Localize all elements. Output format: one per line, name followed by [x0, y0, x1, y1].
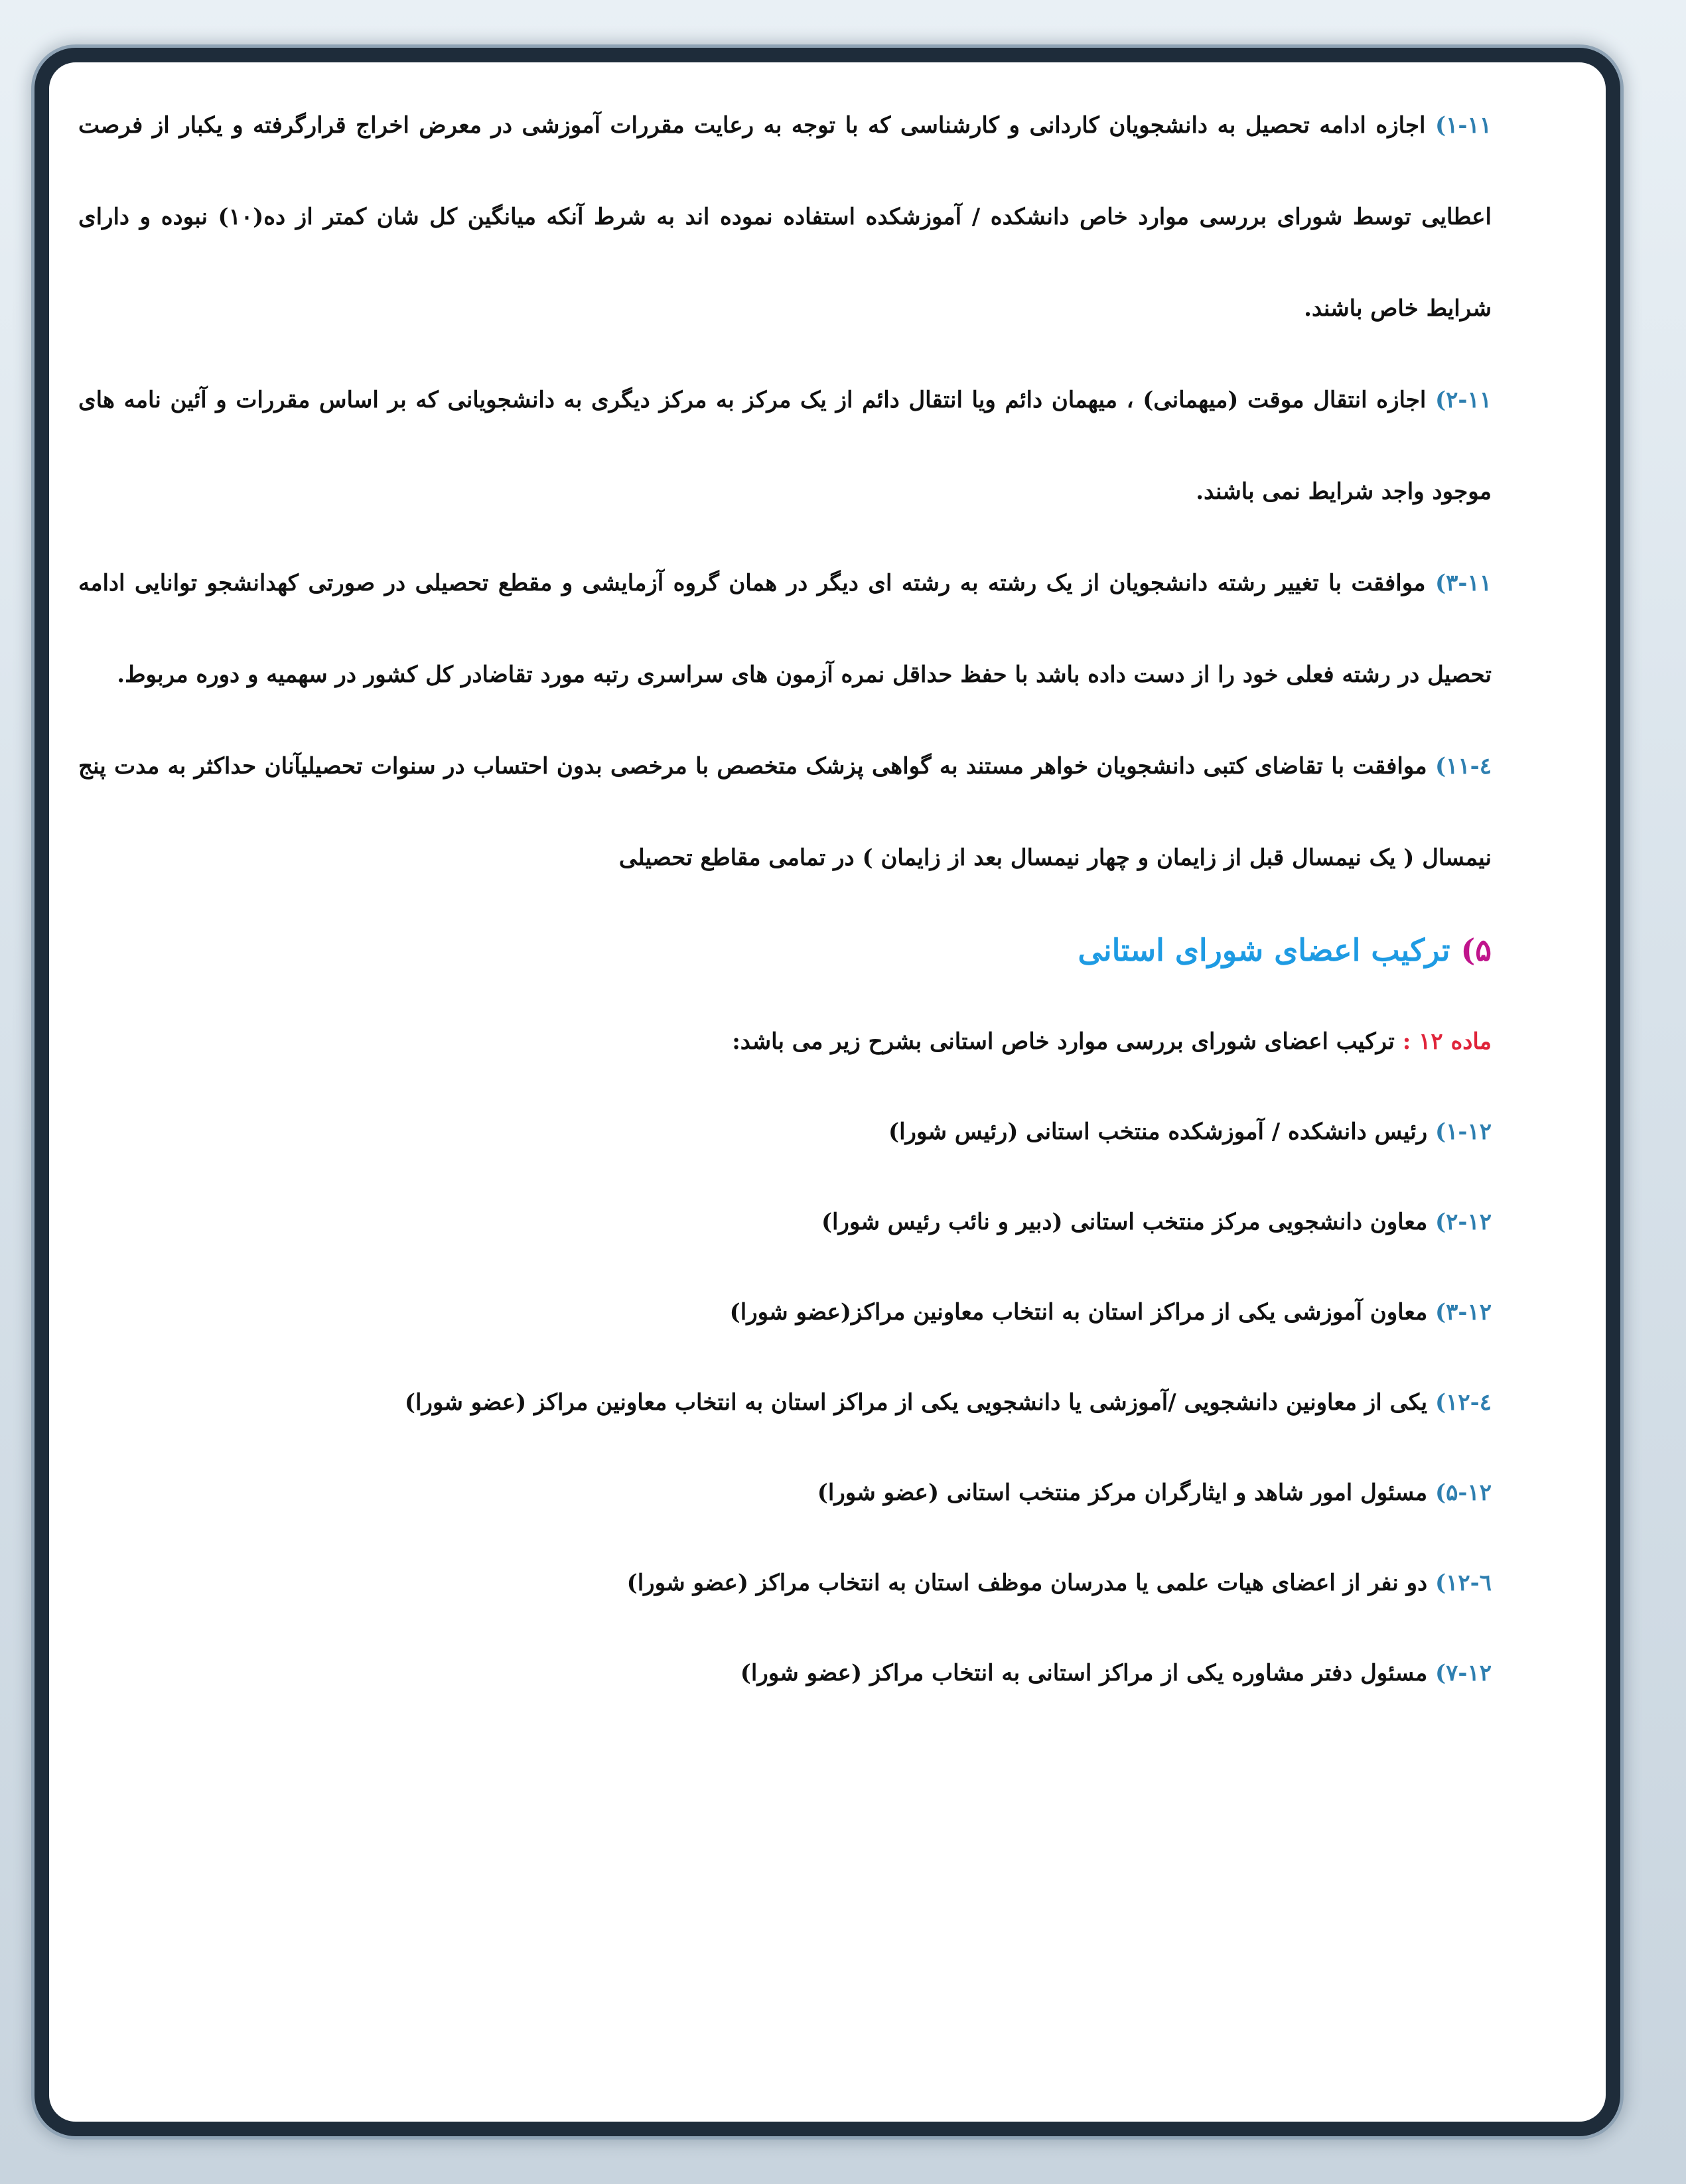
- item-text: معاون آموزشی یکی از مراکز استان به انتخاب معاونین مراکز(عضو شورا): [729, 1299, 1428, 1326]
- paragraph-11-2: [78, 354, 1492, 537]
- item-number: ٤-۱۲): [1435, 1389, 1492, 1416]
- list-item: [78, 1448, 1492, 1538]
- item-number: ٦-۱۲): [1435, 1570, 1492, 1596]
- section-heading: [78, 904, 1492, 996]
- paragraph-11-4: [78, 720, 1492, 904]
- clause-text: اجازه انتقال موقت (میهمانی) ، میهمان دائم ویا انتقال دائم از یک مرکز به مرکز دیگری به دانشجویانی که بر اساس مقررات و آئین نامه های موجود واجد شرایط نمی باشند.: [78, 387, 1492, 505]
- article-label: ماده ۱۲ :: [1402, 1028, 1492, 1055]
- item-number: ۷-۱۲): [1435, 1660, 1492, 1686]
- clause-number: ۱-۱۱): [1435, 112, 1492, 139]
- item-text: یکی از معاونین دانشجویی /آموزشی یا دانشجویی یکی از مراکز استان به انتخاب معاونین مراکز (عضو شورا): [404, 1389, 1428, 1416]
- list-item: [78, 1087, 1492, 1177]
- item-text: مسئول دفتر مشاوره یکی از مراکز استانی به انتخاب مراکز (عضو شورا): [740, 1660, 1428, 1686]
- item-number: ۵-۱۲): [1435, 1479, 1492, 1506]
- item-text: معاون دانشجویی مرکز منتخب استانی (دبیر و نائب رئیس شورا): [821, 1209, 1428, 1235]
- clause-number: ٤-۱۱): [1435, 753, 1492, 780]
- document-body: [78, 80, 1492, 1718]
- clause-number: ۲-۱۱): [1435, 387, 1492, 413]
- list-item: [78, 1267, 1492, 1357]
- heading-number: ۵): [1460, 932, 1492, 968]
- article-intro-text: ترکیب اعضای شورای بررسی موارد خاص استانی بشرح زیر می باشد:: [732, 1028, 1395, 1055]
- item-text: دو نفر از اعضای هیات علمی یا مدرسان موظف استان به انتخاب مراکز (عضو شورا): [626, 1570, 1428, 1596]
- paragraph-11-3: [78, 537, 1492, 720]
- item-number: ۱-۱۲): [1435, 1119, 1492, 1145]
- item-number: ۲-۱۲): [1435, 1209, 1492, 1235]
- article-12-intro: [78, 996, 1492, 1087]
- paragraph-11-1: [78, 80, 1492, 354]
- clause-text: موافقت با تقاضای کتبی دانشجویان خواهر مستند به گواهی پزشک متخصص با مرخصی بدون احتساب در سنوات تحصیلیآنان حداکثر به مدت پنج نیمسال ( یک نیمسال قبل از زایمان و چهار نیمسال بعد از زایمان ) در تمامی مقاطع تحصیلی: [78, 753, 1492, 871]
- list-item: [78, 1357, 1492, 1448]
- item-text: رئیس دانشکده / آموزشکده منتخب استانی (رئیس شورا): [888, 1119, 1428, 1145]
- list-item: [78, 1628, 1492, 1718]
- heading-title: ترکیب اعضای شورای استانی: [1078, 932, 1450, 968]
- item-text: مسئول امور شاهد و ایثارگران مرکز منتخب استانی (عضو شورا): [817, 1479, 1428, 1506]
- list-item: [78, 1538, 1492, 1628]
- list-item: [78, 1177, 1492, 1267]
- item-number: ۳-۱۲): [1435, 1299, 1492, 1326]
- clause-text: اجازه ادامه تحصیل به دانشجویان کاردانی و کارشناسی که با توجه به رعایت مقررات آموزشی در معرض اخراج قرارگرفته و یکبار از فرصت اعطایی توسط شورای بررسی موارد خاص دانشکده / آموزشکده استفاده نموده اند به شرط آنکه میانگین کل شان کمتر از ده(۱۰) نبوده و دارای شرایط خاص باشند.: [78, 112, 1492, 322]
- clause-number: ۳-۱۱): [1435, 570, 1492, 596]
- clause-text: موافقت با تغییر رشته دانشجویان از یک رشته به رشته ای دیگر در همان گروه آزمایشی و مقطع تحصیلی در صورتی کهدانشجو توانایی ادامه تحصیل در رشته فعلی خود را از دست داده باشد با حفظ حداقل نمره آزمون های سراسری رتبه مورد تقاضادر کل کشور در سهمیه و دوره مربوط.: [78, 570, 1492, 688]
